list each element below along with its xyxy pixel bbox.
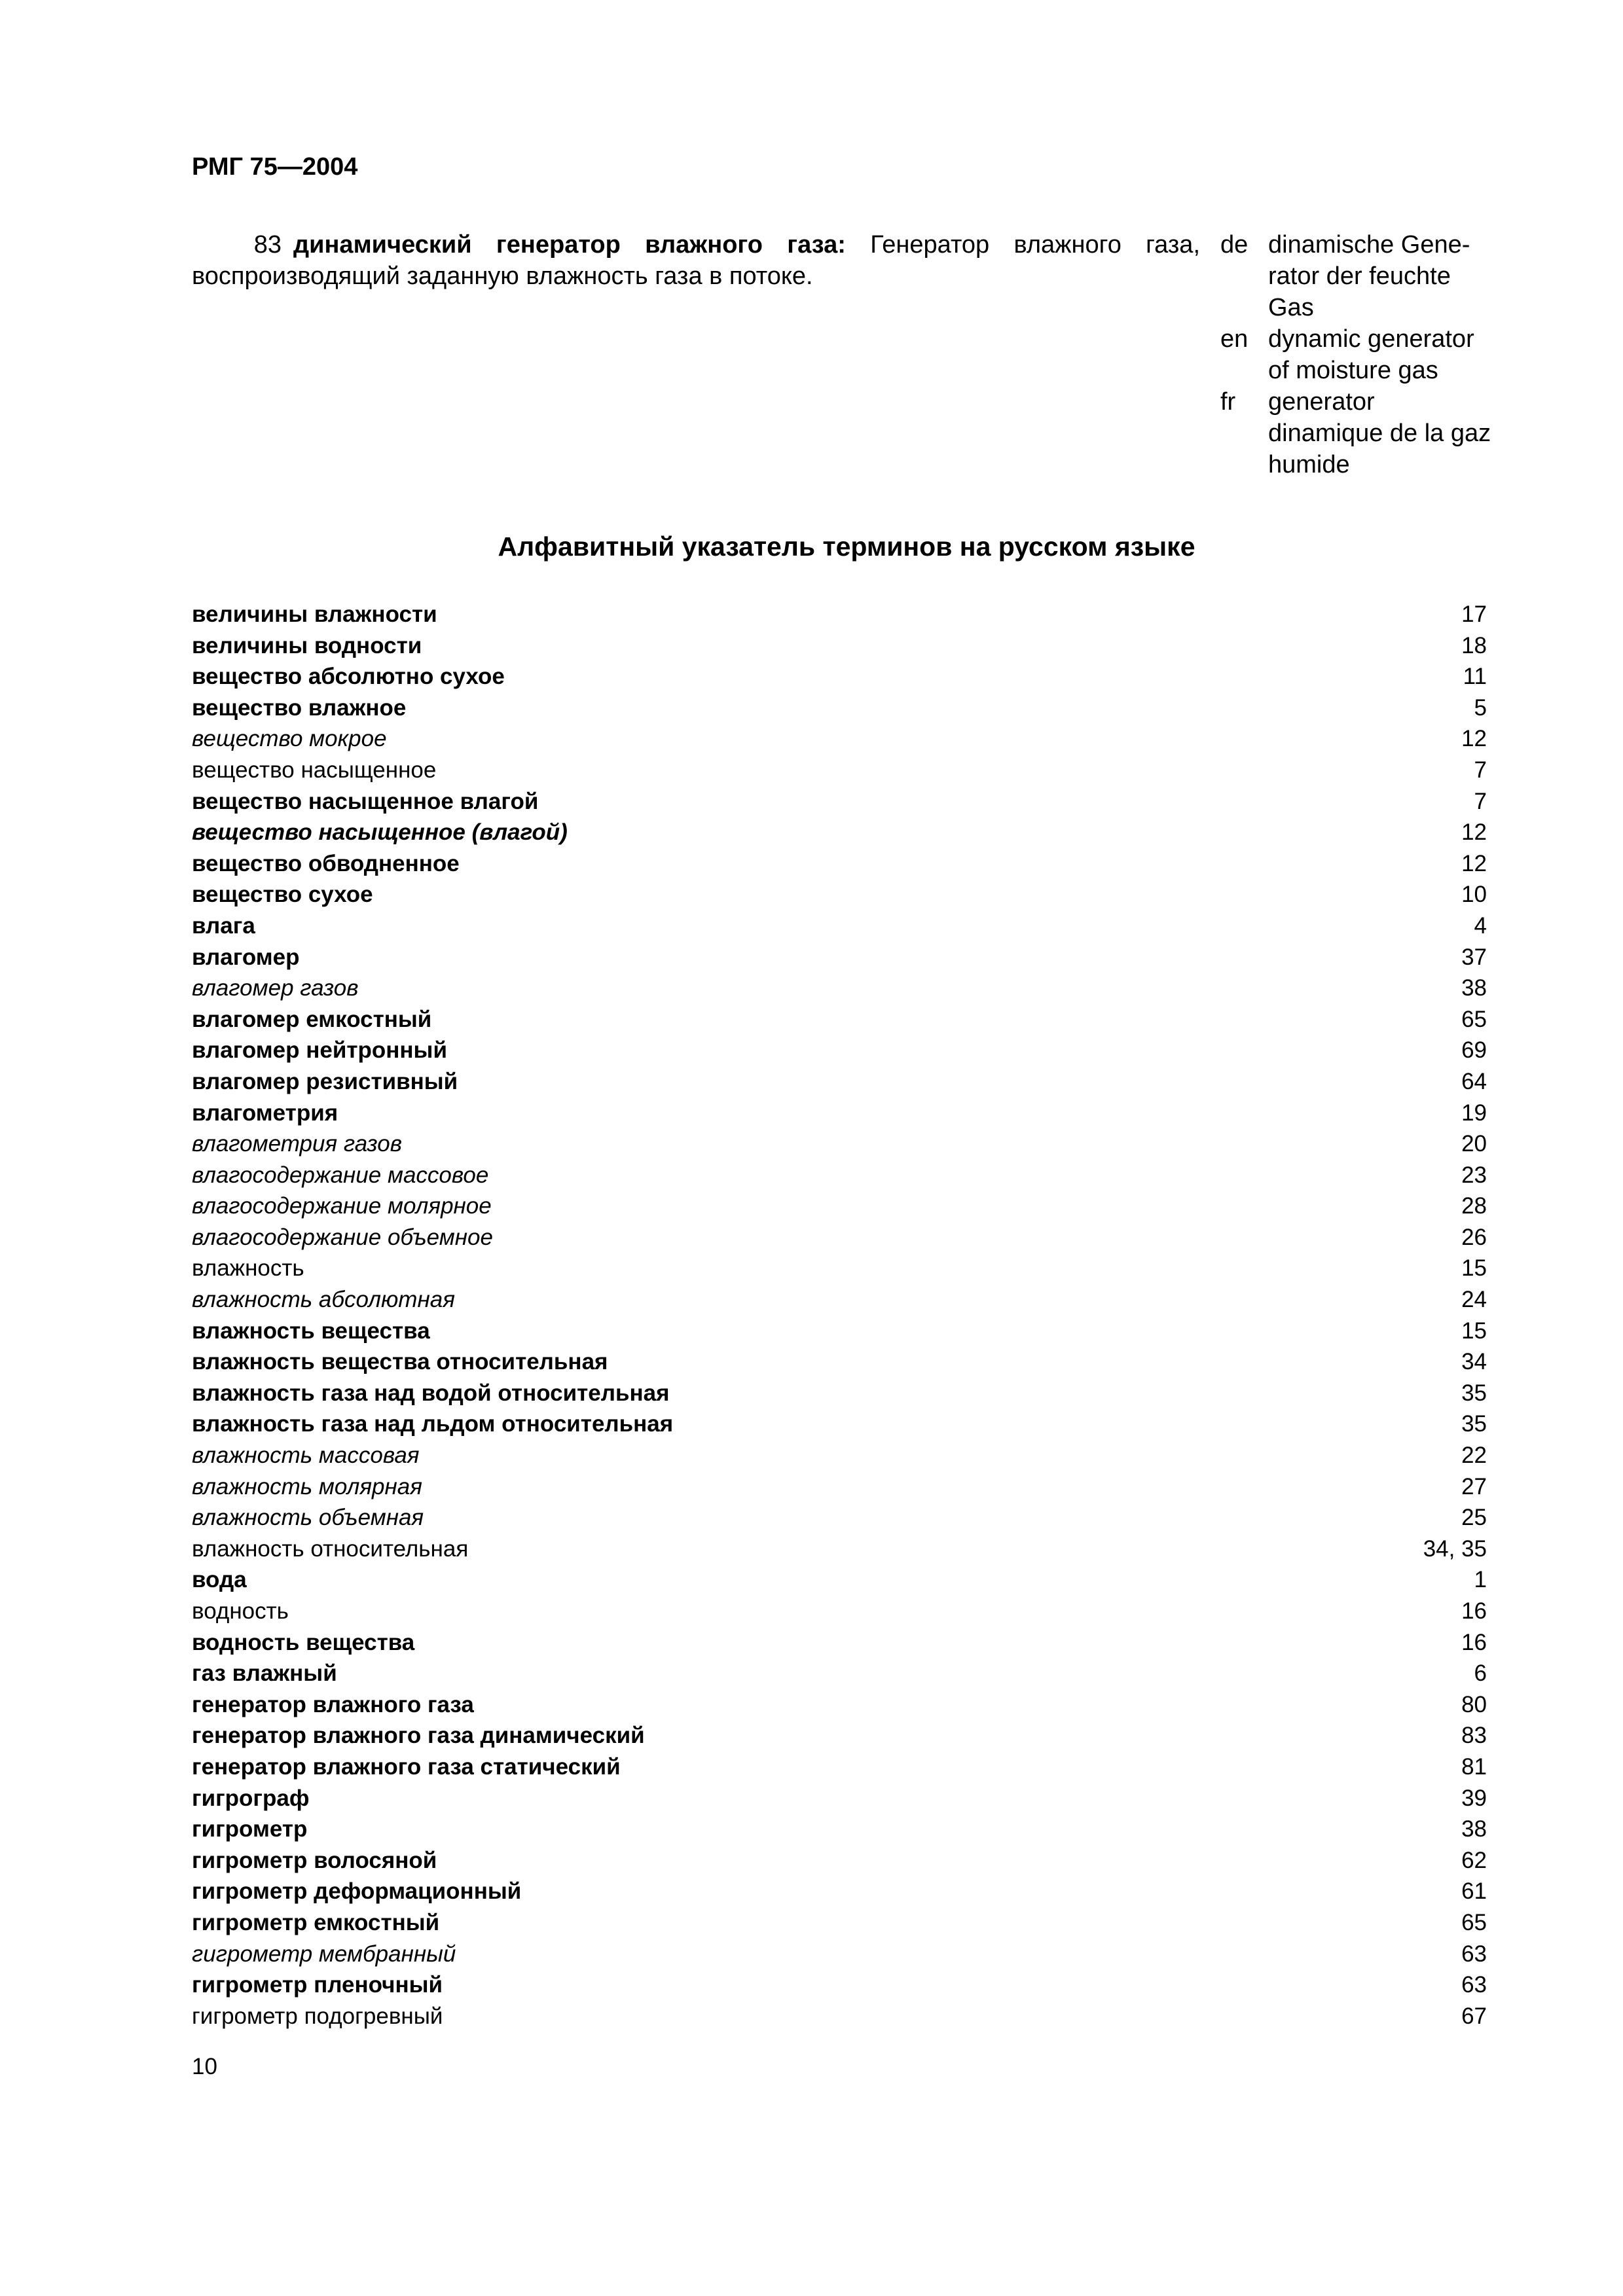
index-ref: 65 xyxy=(1461,1006,1487,1032)
index-row xyxy=(192,723,1487,755)
index-term: гигрометр мембранный xyxy=(192,1941,456,1967)
index-ref: 20 xyxy=(1461,1131,1487,1157)
term-name: динамический генератор влажного газа: xyxy=(293,231,846,259)
index-ref: 26 xyxy=(1461,1224,1487,1250)
index-row xyxy=(192,1253,1487,1284)
index-row xyxy=(192,1627,1487,1659)
index-ref: 27 xyxy=(1461,1473,1487,1499)
index-ref: 35 xyxy=(1461,1411,1487,1437)
index-row xyxy=(192,1845,1487,1876)
index-ref: 25 xyxy=(1461,1505,1487,1531)
index-ref: 65 xyxy=(1461,1909,1487,1935)
index-term: гигрометр xyxy=(192,1816,308,1842)
index-term: водность xyxy=(192,1598,289,1624)
index-row xyxy=(192,1969,1487,2001)
index-row xyxy=(192,661,1487,692)
index-row xyxy=(192,1316,1487,1347)
index-term: гигрометр подогревный xyxy=(192,2003,443,2029)
index-term: газ влажный xyxy=(192,1660,337,1687)
index-term: вещество абсолютно сухое xyxy=(192,664,505,690)
translation-lang: de xyxy=(1220,231,1249,259)
index-term: влагосодержание объемное xyxy=(192,1224,493,1250)
index-ref: 12 xyxy=(1461,850,1487,876)
index-term: гигрограф xyxy=(192,1785,310,1811)
index-ref: 62 xyxy=(1461,1847,1487,1873)
index-term: влажность объемная xyxy=(192,1505,424,1531)
index-ref: 19 xyxy=(1461,1100,1487,1126)
index-term: величины влажности xyxy=(192,601,437,627)
term-entry xyxy=(192,229,1200,292)
index-ref: 61 xyxy=(1461,1878,1487,1905)
index-ref: 23 xyxy=(1461,1162,1487,1188)
index-ref: 38 xyxy=(1461,975,1487,1001)
index-row xyxy=(192,942,1487,973)
translation-term: generator dinamique de la gaz humide xyxy=(1268,388,1491,478)
index-ref: 63 xyxy=(1461,1941,1487,1967)
index-term: влага xyxy=(192,912,255,939)
index-row xyxy=(192,1471,1487,1503)
index-term: влагосодержание молярное xyxy=(192,1193,492,1219)
index-ref: 17 xyxy=(1461,601,1487,627)
index-term: влагомер газов xyxy=(192,975,359,1001)
index-ref: 81 xyxy=(1461,1753,1487,1780)
index-row xyxy=(192,1284,1487,1316)
index-row xyxy=(192,1564,1487,1596)
index-term: вещество сухое xyxy=(192,882,373,908)
index-ref: 63 xyxy=(1461,1972,1487,1998)
page-number: 10 xyxy=(192,2054,217,2079)
index-row xyxy=(192,1876,1487,1907)
index-ref: 4 xyxy=(1474,912,1487,939)
index-term: влажность вещества относительная xyxy=(192,1349,608,1375)
index-row xyxy=(192,599,1487,630)
index-ref: 15 xyxy=(1461,1318,1487,1344)
index-row xyxy=(192,973,1487,1004)
index-ref: 69 xyxy=(1461,1037,1487,1064)
index-term: гигрометр емкостный xyxy=(192,1909,440,1935)
index-row xyxy=(192,879,1487,910)
translation-en xyxy=(1220,323,1495,386)
index-term: влажность массовая xyxy=(192,1443,420,1469)
index-row xyxy=(192,1658,1487,1689)
index-term: водность вещества xyxy=(192,1629,415,1655)
index-term: влажность молярная xyxy=(192,1473,422,1499)
index-term: влагометрия газов xyxy=(192,1131,402,1157)
index-ref: 28 xyxy=(1461,1193,1487,1219)
index-ref: 12 xyxy=(1461,819,1487,846)
index-row xyxy=(192,848,1487,880)
index-ref: 34, 35 xyxy=(1423,1535,1487,1562)
index-ref: 11 xyxy=(1463,664,1487,690)
index-term: влагомер резистивный xyxy=(192,1068,458,1094)
index-row xyxy=(192,1346,1487,1378)
index-row xyxy=(192,1066,1487,1098)
index-list xyxy=(192,599,1487,2032)
index-row xyxy=(192,1160,1487,1191)
index-term: влагомер емкостный xyxy=(192,1006,432,1032)
index-ref: 80 xyxy=(1461,1691,1487,1717)
index-ref: 67 xyxy=(1461,2003,1487,2029)
index-ref: 5 xyxy=(1474,694,1487,721)
index-row xyxy=(192,1222,1487,1253)
index-term: генератор влажного газа статический xyxy=(192,1753,621,1780)
index-term: вещество насыщенное xyxy=(192,757,437,783)
translation-term: dynamic generator of moisture gas xyxy=(1268,325,1474,384)
index-row xyxy=(192,1191,1487,1222)
index-term: влагометрия xyxy=(192,1100,338,1126)
index-term: влажность xyxy=(192,1255,304,1282)
index-term: влагосодержание массовое xyxy=(192,1162,489,1188)
index-term: генератор влажного газа xyxy=(192,1691,474,1717)
index-row xyxy=(192,910,1487,942)
index-row xyxy=(192,1783,1487,1814)
index-ref: 10 xyxy=(1461,882,1487,908)
index-ref: 39 xyxy=(1461,1785,1487,1811)
index-row xyxy=(192,817,1487,848)
index-term: вещество мокрое xyxy=(192,726,387,752)
index-ref: 64 xyxy=(1461,1068,1487,1094)
index-term: вещество влажное xyxy=(192,694,407,721)
index-row xyxy=(192,1440,1487,1471)
translation-lang: en xyxy=(1220,325,1249,353)
index-ref: 34 xyxy=(1461,1349,1487,1375)
term-definition: Генератор влажного газа, воспроизводящий заданную влажность газа в потоке. xyxy=(192,231,1200,290)
index-term: влагомер xyxy=(192,944,300,970)
index-term: вещество насыщенное влагой xyxy=(192,788,539,814)
index-term: вещество обводненное xyxy=(192,850,460,876)
index-ref: 24 xyxy=(1461,1287,1487,1313)
index-term: гигрометр волосяной xyxy=(192,1847,437,1873)
index-row xyxy=(192,1689,1487,1721)
index-term: гигрометр пленочный xyxy=(192,1972,443,1998)
index-term: влажность вещества xyxy=(192,1318,430,1344)
index-ref: 6 xyxy=(1474,1660,1487,1687)
index-row xyxy=(192,1128,1487,1160)
index-row xyxy=(192,1534,1487,1565)
index-term: влажность относительная xyxy=(192,1535,469,1562)
index-row xyxy=(192,1751,1487,1783)
index-term: гигрометр деформационный xyxy=(192,1878,522,1905)
index-term: влажность газа над водой относительная xyxy=(192,1380,670,1406)
index-row xyxy=(192,692,1487,724)
index-row xyxy=(192,1907,1487,1939)
index-ref: 7 xyxy=(1474,788,1487,814)
index-term: влажность абсолютная xyxy=(192,1287,455,1313)
index-term: генератор влажного газа динамический xyxy=(192,1723,645,1749)
translation-term: dinamische Gene-rator der feuchte Gas xyxy=(1268,231,1470,321)
index-row xyxy=(192,1720,1487,1751)
index-ref: 18 xyxy=(1461,632,1487,658)
index-term: влажность газа над льдом относительная xyxy=(192,1411,674,1437)
index-ref: 35 xyxy=(1461,1380,1487,1406)
index-row xyxy=(192,1035,1487,1066)
index-ref: 16 xyxy=(1461,1598,1487,1624)
index-ref: 38 xyxy=(1461,1816,1487,1842)
term-number: 83 xyxy=(253,231,282,259)
translations-block xyxy=(1220,229,1495,480)
index-ref: 7 xyxy=(1474,757,1487,783)
index-ref: 37 xyxy=(1461,944,1487,970)
index-row xyxy=(192,1098,1487,1129)
index-ref: 12 xyxy=(1461,726,1487,752)
index-ref: 83 xyxy=(1461,1723,1487,1749)
index-term: влагомер нейтронный xyxy=(192,1037,447,1064)
index-title: Алфавитный указатель терминов на русском языке xyxy=(498,531,1195,562)
index-term: величины водности xyxy=(192,632,422,658)
index-ref: 16 xyxy=(1461,1629,1487,1655)
index-row xyxy=(192,1939,1487,1970)
index-term: вода xyxy=(192,1567,247,1593)
translation-lang: fr xyxy=(1220,388,1236,416)
index-row xyxy=(192,755,1487,786)
term-entry-text xyxy=(192,229,1200,292)
translation-de xyxy=(1220,229,1495,323)
index-row xyxy=(192,1378,1487,1409)
index-row xyxy=(192,1004,1487,1035)
index-ref: 22 xyxy=(1461,1443,1487,1469)
translation-fr xyxy=(1220,386,1495,480)
index-ref: 1 xyxy=(1474,1567,1487,1593)
index-row xyxy=(192,1408,1487,1440)
index-row xyxy=(192,2001,1487,2032)
index-ref: 15 xyxy=(1461,1255,1487,1282)
index-row xyxy=(192,1596,1487,1627)
index-row xyxy=(192,1814,1487,1845)
index-row xyxy=(192,1502,1487,1534)
index-row xyxy=(192,786,1487,817)
document-code: РМГ 75—2004 xyxy=(192,153,358,181)
index-term: вещество насыщенное (влагой) xyxy=(192,819,568,846)
index-row xyxy=(192,630,1487,662)
